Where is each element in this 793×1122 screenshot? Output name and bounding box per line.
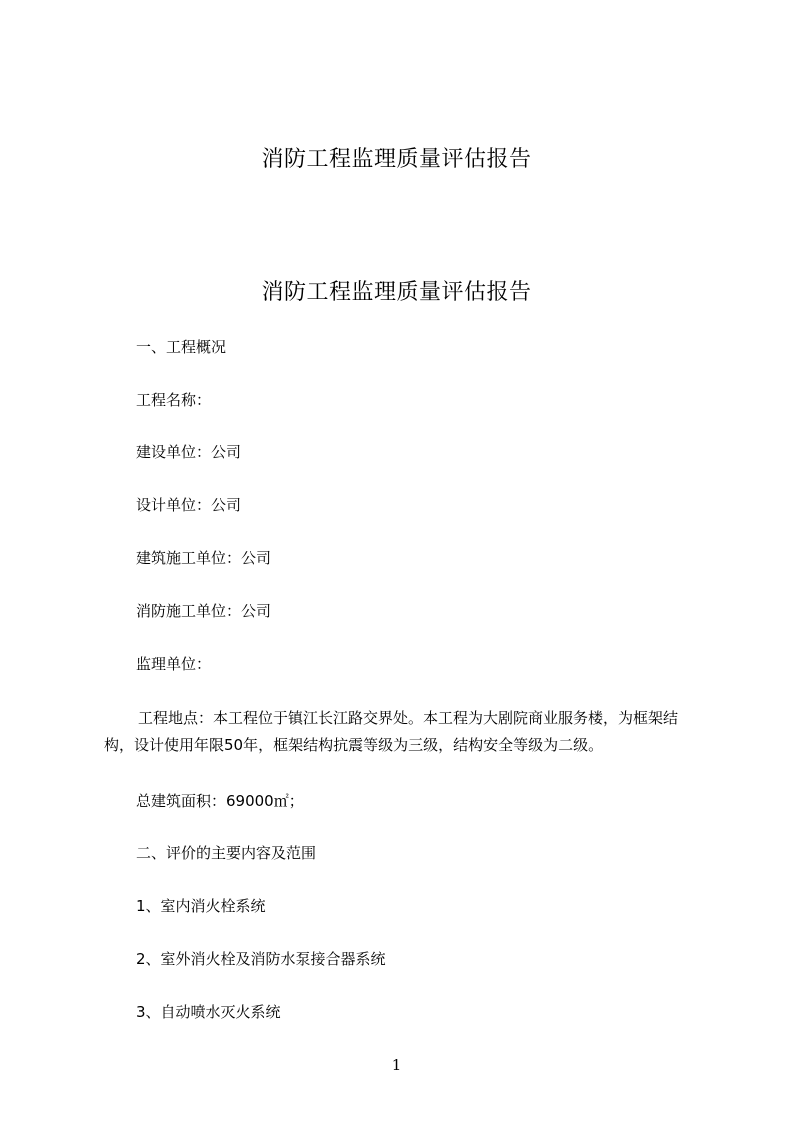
construction-unit-field: 建设单位：公司 <box>136 443 242 461</box>
scope-item: 2、室外消火栓及消防水泵接合器系统 <box>136 950 386 968</box>
design-unit-field: 设计单位：公司 <box>136 496 242 514</box>
report-heading: 消防工程监理质量评估报告 <box>261 280 532 305</box>
cover-title: 消防工程监理质量评估报告 <box>261 147 532 172</box>
project-name-field: 工程名称： <box>136 391 212 409</box>
fire-contractor-field: 消防施工单位：公司 <box>136 602 272 620</box>
scope-item: 3、自动喷水灭火系统 <box>136 1003 281 1021</box>
total-area-field: 总建筑面积：69000㎡； <box>136 792 304 810</box>
building-contractor-field: 建筑施工单位：公司 <box>136 549 272 567</box>
page-number: 1 <box>391 1056 402 1074</box>
scope-item: 1、室内消火栓系统 <box>136 897 266 915</box>
project-location-paragraph: 工程地点：本工程位于镇江长江路交界处。本工程为大剧院商业服务楼，为框架结构，设计使用年限50年，框架结构抗震等级为三级，结构安全等级为二级。 <box>104 709 679 754</box>
section-1-title: 一、工程概况 <box>136 338 227 356</box>
supervision-unit-field: 监理单位： <box>136 655 212 673</box>
section-2-title: 二、评价的主要内容及范围 <box>136 844 317 862</box>
